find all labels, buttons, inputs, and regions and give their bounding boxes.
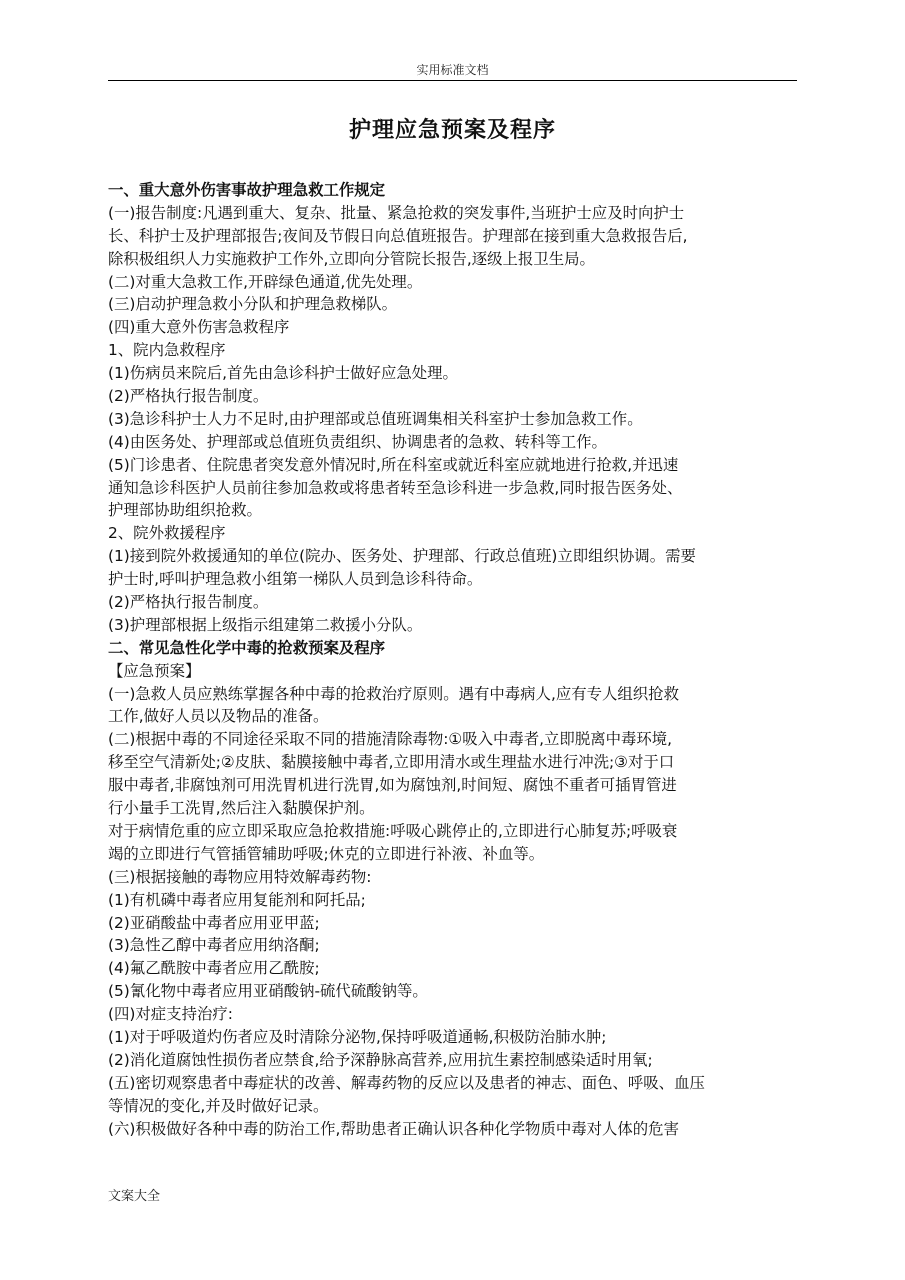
text-line: (二)根据中毒的不同途径采取不同的措施清除毒物:①吸入中毒者,立即脱离中毒环境, bbox=[108, 730, 673, 749]
text-line: (四)对症支持治疗: bbox=[108, 1005, 233, 1024]
text-line: 护理部协助组织抢救。 bbox=[108, 501, 262, 520]
document-body bbox=[108, 179, 798, 1140]
text-line: (3)护理部根据上级指示组建第二救援小分队。 bbox=[108, 615, 423, 634]
text-line: (1)伤病员来院后,首先由急诊科护士做好应急处理。 bbox=[108, 364, 458, 383]
text-line: (四)重大意外伤害急救程序 bbox=[108, 318, 290, 337]
text-line: 【应急预案】 bbox=[108, 661, 201, 680]
text-line: (三)启动护理急救小分队和护理急救梯队。 bbox=[108, 295, 398, 314]
text-line: 1、院内急救程序 bbox=[108, 341, 226, 360]
text-line: 长、科护士及护理部报告;夜间及节假日向总值班报告。护理部在接到重大急救报告后, bbox=[108, 226, 688, 245]
section-heading: 一、重大意外伤害事故护理急救工作规定 bbox=[108, 181, 386, 199]
text-line: 服中毒者,非腐蚀剂可用洗胃机进行洗胃,如为腐蚀剂,时间短、腐蚀不重者可插胃管进 bbox=[108, 776, 677, 795]
text-line: (2)亚硝酸盐中毒者应用亚甲蓝; bbox=[108, 913, 320, 932]
text-line: (2)消化道腐蚀性损伤者应禁食,给予深静脉高营养,应用抗生素控制感染适时用氧; bbox=[108, 1050, 653, 1069]
page-header: 实用标准文档 bbox=[416, 63, 489, 77]
text-line: (5)门诊患者、住院患者突发意外情况时,所在科室或就近科室应就地进行抢救,并迅速 bbox=[108, 455, 679, 474]
text-line: (5)氰化物中毒者应用亚硝酸钠-硫代硫酸钠等。 bbox=[108, 982, 428, 1001]
page-title: 护理应急预案及程序 bbox=[348, 118, 556, 143]
text-line: (三)根据接触的毒物应用特效解毒药物: bbox=[108, 867, 372, 886]
text-line: 护士时,呼叫护理急救小组第一梯队人员到急诊科待命。 bbox=[108, 570, 483, 589]
page-footer: 文案大全 bbox=[108, 1189, 161, 1204]
text-line: (1)接到院外救援通知的单位(院办、医务处、护理部、行政总值班)立即组织协调。需要 bbox=[108, 547, 696, 566]
text-line: (2)严格执行报告制度。 bbox=[108, 387, 269, 406]
text-line: 工作,做好人员以及物品的准备。 bbox=[108, 707, 329, 726]
text-line: (1)有机磷中毒者应用复能剂和阿托品; bbox=[108, 890, 366, 909]
text-line: 移至空气清新处;②皮肤、黏膜接触中毒者,立即用清水或生理盐水进行冲洗;③对于口 bbox=[108, 753, 675, 772]
text-line: (一)急救人员应熟练掌握各种中毒的抢救治疗原则。遇有中毒病人,应有专人组织抢救 bbox=[108, 684, 679, 703]
text-line: (4)由医务处、护理部或总值班负责组织、协调患者的急救、转科等工作。 bbox=[108, 432, 607, 451]
text-line: 2、院外救援程序 bbox=[108, 524, 226, 543]
text-line: 行小量手工洗胃,然后注入黏膜保护剂。 bbox=[108, 799, 375, 818]
text-line: (2)严格执行报告制度。 bbox=[108, 593, 269, 612]
text-line: 等情况的变化,并及时做好记录。 bbox=[108, 1096, 329, 1115]
text-line: (4)氟乙酰胺中毒者应用乙酰胺; bbox=[108, 959, 320, 978]
text-line: 竭的立即进行气管插管辅助呼吸;休克的立即进行补液、补血等。 bbox=[108, 844, 545, 863]
text-line: 通知急诊科医护人员前往参加急救或将患者转至急诊科进一步急救,同时报告医务处、 bbox=[108, 478, 683, 497]
text-line: (五)密切观察患者中毒症状的改善、解毒药物的反应以及患者的神志、面色、呼吸、血压 bbox=[108, 1073, 705, 1092]
text-line: (1)对于呼吸道灼伤者应及时清除分泌物,保持呼吸道通畅,积极防治肺水肿; bbox=[108, 1027, 607, 1046]
text-line: (二)对重大急救工作,开辟绿色通道,优先处理。 bbox=[108, 272, 423, 291]
text-line: (3)急诊科护士人力不足时,由护理部或总值班调集相关科室护士参加急救工作。 bbox=[108, 409, 643, 428]
text-line: 除积极组织人力实施救护工作外,立即向分管院长报告,逐级上报卫生局。 bbox=[108, 249, 595, 268]
header-divider bbox=[108, 80, 797, 81]
text-line: (六)积极做好各种中毒的防治工作,帮助患者正确认识各种化学物质中毒对人体的危害 bbox=[108, 1119, 679, 1138]
text-line: 对于病情危重的应立即采取应急抢救措施:呼吸心跳停止的,立即进行心肺复苏;呼吸衰 bbox=[108, 821, 678, 840]
text-line: (3)急性乙醇中毒者应用纳洛酮; bbox=[108, 936, 320, 955]
text-line: (一)报告制度:凡遇到重大、复杂、批量、紧急抢救的突发事件,当班护士应及时向护士 bbox=[108, 203, 685, 222]
section-heading: 二、常见急性化学中毒的抢救预案及程序 bbox=[108, 638, 386, 657]
